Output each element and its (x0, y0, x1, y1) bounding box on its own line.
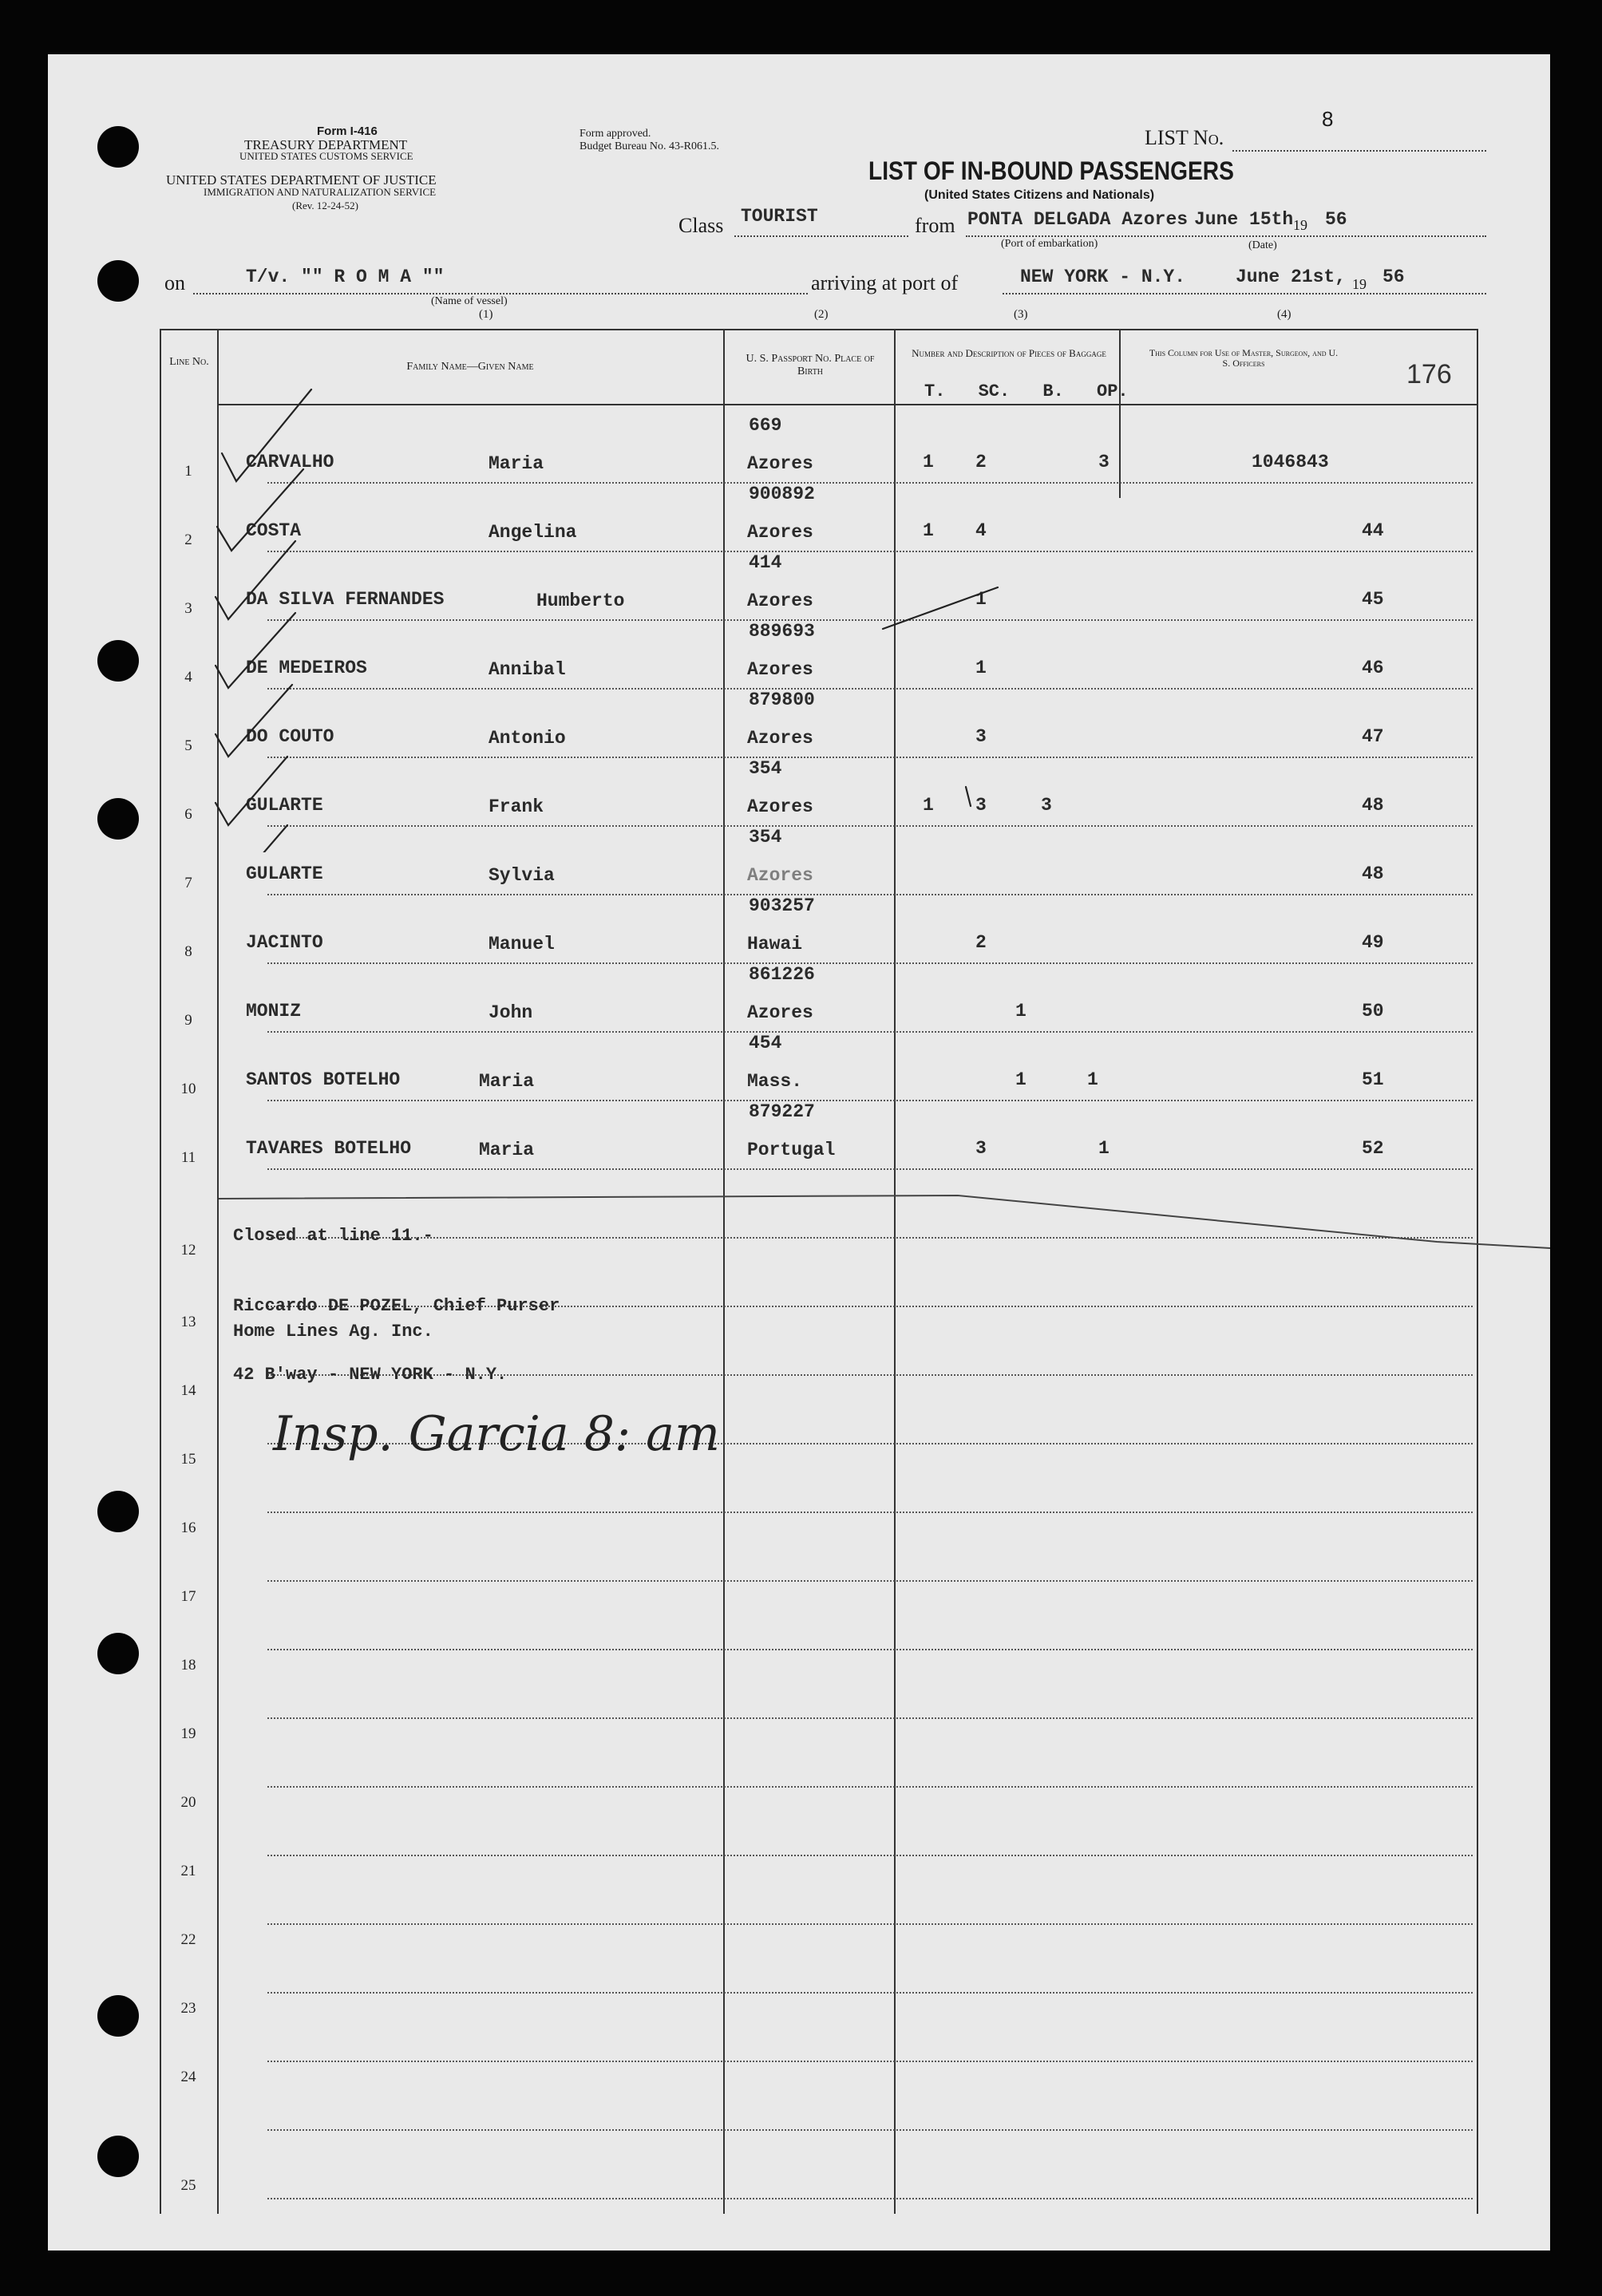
passport-no: 879800 (749, 690, 815, 710)
baggage-op: 3 (1098, 452, 1110, 472)
line-number: 1 (184, 463, 192, 480)
given-name: Sylvia (489, 865, 555, 886)
col-num-2: (2) (814, 308, 829, 321)
baggage-sc: 3 (975, 795, 987, 816)
line-number: 7 (184, 875, 192, 891)
family-name: DA SILVA FERNANDES (246, 589, 445, 610)
given-name: John (489, 1002, 533, 1023)
family-name: GULARTE (246, 863, 323, 884)
from-label: from (915, 214, 955, 237)
header-officers: This Column for Use of Master, Surgeon, and U. S. Officers (1149, 347, 1339, 369)
place-of-birth: Azores (747, 453, 813, 474)
given-name: Annibal (489, 659, 566, 680)
baggage-t: 1 (923, 795, 934, 816)
binder-hole (97, 640, 139, 682)
page-title: LIST OF IN-BOUND PASSENGERS (868, 156, 1234, 185)
given-name: Maria (489, 453, 544, 474)
line-number: 19 (180, 1725, 196, 1742)
officer-column: 47 (1362, 726, 1384, 747)
header-name: Family Name—Given Name (406, 361, 534, 373)
line-number: 12 (180, 1242, 196, 1259)
line-number: 3 (184, 600, 192, 617)
customs-label: UNITED STATES CUSTOMS SERVICE (239, 150, 413, 162)
given-name: Frank (489, 796, 544, 817)
passport-no: 861226 (749, 964, 815, 985)
binder-hole (97, 260, 139, 302)
revision-label: (Rev. 12-24-52) (292, 200, 358, 211)
treasury-label: TREASURY DEPARTMENT (244, 137, 408, 152)
baggage-sc: 4 (975, 520, 987, 541)
header-baggage: Number and Description of Pieces of Baggage (912, 347, 1106, 359)
officer-column: 48 (1362, 863, 1384, 884)
family-name: DO COUTO (246, 726, 334, 747)
from-year: 56 (1325, 209, 1347, 230)
line-number: 4 (184, 669, 192, 686)
baggage-t: 1 (923, 452, 934, 472)
line-number: 14 (180, 1382, 196, 1399)
line-number: 20 (180, 1794, 196, 1811)
passport-no: 903257 (749, 895, 815, 916)
binder-hole (97, 2136, 139, 2177)
officer-column: 51 (1362, 1069, 1384, 1090)
place-of-birth: Portugal (747, 1140, 836, 1160)
justice-label: UNITED STATES DEPARTMENT OF JUSTICE (166, 172, 437, 188)
manifest-page (48, 54, 1550, 2251)
ins-label: IMMIGRATION AND NATURALIZATION SERVICE (204, 186, 437, 198)
line-number: 23 (180, 2000, 196, 2017)
address-note: 42 B'way - NEW YORK - N.Y. (233, 1365, 508, 1385)
officer-column: 44 (1362, 520, 1384, 541)
baggage-op: 1 (1098, 1138, 1110, 1159)
baggage-codes: T. SC. B. OP. (924, 381, 1129, 401)
officer-column: 46 (1362, 658, 1384, 678)
col-num-1: (1) (479, 308, 493, 321)
baggage-sc: 1 (975, 658, 987, 678)
passport-no: 889693 (749, 621, 815, 642)
col-num-3: (3) (1014, 308, 1028, 321)
officer-column: 49 (1362, 932, 1384, 953)
line-number: 22 (180, 1931, 196, 1948)
place-of-birth: Mass. (747, 1071, 803, 1092)
binder-hole (97, 1491, 139, 1532)
line-number: 8 (184, 943, 192, 960)
line-number: 17 (180, 1588, 196, 1605)
passport-no: 454 (749, 1033, 782, 1053)
family-name: DE MEDEIROS (246, 658, 367, 678)
line-number: 21 (180, 1863, 196, 1879)
line-number: 16 (180, 1519, 196, 1536)
binder-hole (97, 1633, 139, 1674)
closing-line (48, 54, 1550, 1411)
family-name: COSTA (246, 520, 302, 541)
class-label: Class (678, 214, 724, 237)
family-name: SANTOS BOTELHO (246, 1069, 401, 1090)
port-caption: (Port of embarkation) (1001, 238, 1098, 250)
purser-note: Riccardo DE POZEL, Chief Purser (233, 1296, 560, 1316)
family-name: CARVALHO (246, 452, 334, 472)
place-of-birth: Hawai (747, 934, 803, 954)
baggage-sc: 1 (1015, 1069, 1026, 1090)
baggage-sc: 3 (975, 1138, 987, 1159)
closed-note: Closed at line 11.- (233, 1226, 433, 1246)
on-label: on (164, 271, 185, 294)
page-stamp: 176 (1406, 359, 1452, 389)
line-number: 6 (184, 806, 192, 823)
arrival-year: 56 (1382, 267, 1405, 287)
baggage-sc: 3 (975, 726, 987, 747)
passport-no: 354 (749, 758, 782, 779)
arrival-year-prefix: 19 (1352, 276, 1367, 292)
family-name: TAVARES BOTELHO (246, 1138, 412, 1159)
arrival-port: NEW YORK - N.Y. (1020, 267, 1186, 287)
given-name: Angelina (489, 522, 577, 543)
line-number: 9 (184, 1012, 192, 1029)
passport-no: 354 (749, 827, 782, 848)
passport-no: 414 (749, 552, 782, 573)
line-number: 2 (184, 532, 192, 548)
line-number: 18 (180, 1657, 196, 1674)
given-name: Maria (479, 1071, 535, 1092)
vessel-caption: (Name of vessel) (431, 295, 508, 307)
form-number: Form I-416 (317, 124, 378, 138)
form-approved: Form approved. (579, 128, 651, 140)
baggage-sc: 2 (975, 452, 987, 472)
agency-note: Home Lines Ag. Inc. (233, 1322, 433, 1342)
given-name: Maria (479, 1140, 535, 1160)
from-date: June 15th (1194, 209, 1294, 230)
header-passport: U. S. Passport No. Place of Birth (746, 353, 875, 377)
place-of-birth: Azores (747, 591, 813, 611)
line-number: 25 (180, 2177, 196, 2194)
baggage-sc: 2 (975, 932, 987, 953)
line-number: 10 (180, 1081, 196, 1097)
baggage-t: 1 (923, 520, 934, 541)
officer-column: 52 (1362, 1138, 1384, 1159)
arriving-label: arriving at port of (811, 271, 959, 294)
given-name: Humberto (536, 591, 625, 611)
baggage-b: 3 (1041, 795, 1052, 816)
passport-no: 669 (749, 415, 782, 436)
family-name: GULARTE (246, 795, 323, 816)
given-name: Antonio (489, 728, 566, 749)
vessel-name: T/v. "" R O M A "" (246, 267, 445, 287)
place-of-birth: Azores (747, 865, 813, 886)
passport-no: 900892 (749, 484, 815, 504)
arrival-date: June 21st, (1236, 267, 1347, 287)
budget-bureau: Budget Bureau No. 43-R061.5. (579, 140, 719, 152)
from-port: PONTA DELGADA Azores (967, 209, 1189, 230)
family-name: MONIZ (246, 1001, 302, 1022)
given-name: Manuel (489, 934, 555, 954)
list-no-label: LIST No. (1145, 126, 1224, 149)
page-subtitle: (United States Citizens and Nationals) (924, 188, 1155, 202)
baggage-sc: 1 (975, 589, 987, 610)
place-of-birth: Azores (747, 1002, 813, 1023)
class-value: TOURIST (741, 206, 818, 227)
line-number: 13 (180, 1314, 196, 1330)
line-number: 11 (180, 1149, 196, 1166)
officer-column: 48 (1362, 795, 1384, 816)
officer-column: 50 (1362, 1001, 1384, 1022)
family-name: JACINTO (246, 932, 323, 953)
place-of-birth: Azores (747, 728, 813, 749)
date-caption: (Date) (1248, 239, 1277, 251)
col-num-4: (4) (1277, 308, 1291, 321)
line-number: 15 (180, 1451, 196, 1468)
baggage-b: 1 (1087, 1069, 1098, 1090)
officer-column: 45 (1362, 589, 1384, 610)
passport-no: 879227 (749, 1101, 815, 1122)
binder-hole (97, 1995, 139, 2037)
baggage-sc: 1 (1015, 1001, 1026, 1022)
line-number: 5 (184, 737, 192, 754)
inspector-signature: Insp. Garcia 8: am (273, 1406, 720, 1462)
binder-hole (97, 126, 139, 168)
list-no-value: 8 (1322, 107, 1334, 131)
header-line-no: Line No. (169, 356, 209, 368)
officer-column: 1046843 (1252, 452, 1329, 472)
binder-hole (97, 798, 139, 840)
line-number: 24 (180, 2069, 196, 2085)
place-of-birth: Azores (747, 659, 813, 680)
from-year-prefix: 19 (1293, 217, 1307, 233)
place-of-birth: Azores (747, 522, 813, 543)
place-of-birth: Azores (747, 796, 813, 817)
